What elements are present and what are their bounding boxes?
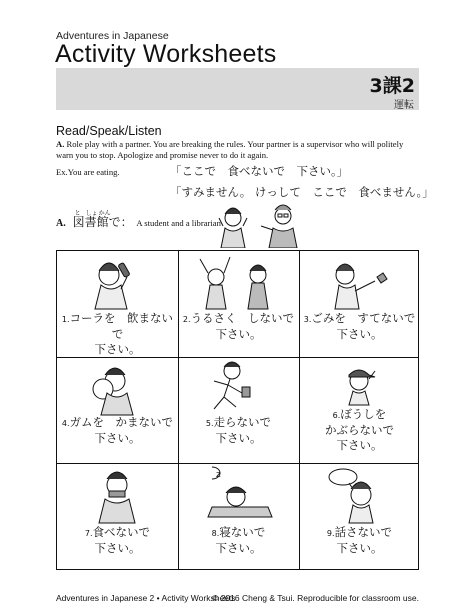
item-line-2: 下さい。 bbox=[215, 431, 262, 445]
item-number: 2. bbox=[182, 315, 191, 324]
item-number: 8. bbox=[211, 529, 220, 538]
lesson-topic: 運転 bbox=[394, 100, 414, 111]
item-line-2: 下さい。 bbox=[215, 541, 262, 555]
cap-student-icon bbox=[299, 357, 420, 407]
footer bbox=[56, 593, 419, 603]
page-title: Activity Worksheets bbox=[55, 40, 277, 68]
item-number: 4. bbox=[61, 419, 70, 428]
series-name: Adventures in Japanese bbox=[56, 30, 169, 42]
item-line-2: 下さい。 bbox=[336, 327, 383, 341]
instruction-body: Role play with a partner. You are breaking the rules. Your partner is a supervisor who will politely warn you to stop. Apologize and promise never to do it again. bbox=[56, 139, 404, 160]
item-line-2: 下さい。 bbox=[94, 541, 141, 555]
item-line-2: かぶらないで bbox=[325, 423, 394, 437]
item-line-1: ごみを すてないで bbox=[311, 311, 416, 325]
item-line-2: 下さい。 bbox=[94, 342, 141, 356]
part-a-place-text: 図書館で： bbox=[72, 215, 133, 229]
item-number: 9. bbox=[326, 529, 335, 538]
lesson-number: 3課2 bbox=[369, 75, 415, 97]
example-label: Ex.You are eating. bbox=[56, 167, 120, 177]
item-line-1: ガムを かまないで bbox=[69, 415, 174, 429]
sleeping-student-icon bbox=[178, 463, 299, 525]
grid-cell-2 bbox=[178, 251, 299, 357]
item-number: 6. bbox=[332, 411, 341, 420]
item-line-1: ぼうしを bbox=[340, 407, 387, 421]
part-a-heading bbox=[56, 210, 221, 230]
ruby-to: と bbox=[74, 210, 81, 217]
lesson-band bbox=[56, 68, 419, 110]
part-a-label: A. bbox=[56, 218, 66, 229]
instruction-text bbox=[56, 139, 418, 161]
grid-cell-7 bbox=[57, 463, 178, 569]
item-line-1: 食べないで bbox=[92, 525, 151, 539]
example-line-2: 「すみません。 けっして ここで 食べません。」 bbox=[170, 185, 434, 199]
item-number: 7. bbox=[84, 529, 93, 538]
footer-left: Adventures in Japanese 2 • Activity Worksheets bbox=[56, 593, 236, 603]
part-a-description: A student and a librarian bbox=[136, 218, 221, 228]
grid-cell-4 bbox=[57, 357, 178, 463]
item-line-2: 下さい。 bbox=[215, 327, 262, 341]
part-a-place bbox=[72, 210, 137, 229]
ruby-sho: しょ bbox=[85, 210, 98, 217]
student-librarian-icon bbox=[215, 200, 305, 248]
drinking-student-icon bbox=[57, 251, 178, 311]
svg-text:z: z bbox=[216, 470, 221, 480]
item-line-3: 下さい。 bbox=[336, 438, 383, 452]
grid-cell-6 bbox=[299, 357, 420, 463]
instruction-label: A. bbox=[56, 139, 65, 149]
item-number: 5. bbox=[205, 419, 214, 428]
picture-grid bbox=[56, 250, 419, 570]
eating-student-icon bbox=[57, 463, 178, 525]
item-line-1: 走らないで bbox=[213, 415, 272, 429]
item-line-1: コーラを 飲まないで bbox=[69, 311, 174, 341]
ruby-kan: かん bbox=[98, 210, 111, 217]
grid-cell-3 bbox=[299, 251, 420, 357]
item-line-2: 下さい。 bbox=[336, 541, 383, 555]
item-number: 3. bbox=[303, 315, 312, 324]
item-line-1: 寝ないで bbox=[219, 525, 266, 539]
grid-cell-8 bbox=[178, 463, 299, 569]
gum-bubble-icon bbox=[57, 357, 178, 417]
running-student-icon bbox=[178, 357, 299, 417]
item-line-1: うるさく しないで bbox=[190, 311, 295, 325]
grid-cell-9 bbox=[299, 463, 420, 569]
item-line-2: 下さい。 bbox=[94, 431, 141, 445]
item-line-1: 話さないで bbox=[334, 525, 393, 539]
item-number: 1. bbox=[61, 315, 70, 324]
talking-student-icon bbox=[299, 463, 420, 525]
grid-cell-5 bbox=[178, 357, 299, 463]
littering-student-icon bbox=[299, 251, 420, 311]
footer-right: © 2016 Cheng & Tsui. Reproducible for classroom use. bbox=[212, 593, 419, 603]
noisy-students-icon bbox=[178, 251, 299, 311]
grid-cell-1 bbox=[57, 251, 178, 357]
example-line-1: 「ここで 食べないで 下さい。」 bbox=[170, 164, 349, 178]
section-heading: Read/Speak/Listen bbox=[56, 124, 162, 138]
